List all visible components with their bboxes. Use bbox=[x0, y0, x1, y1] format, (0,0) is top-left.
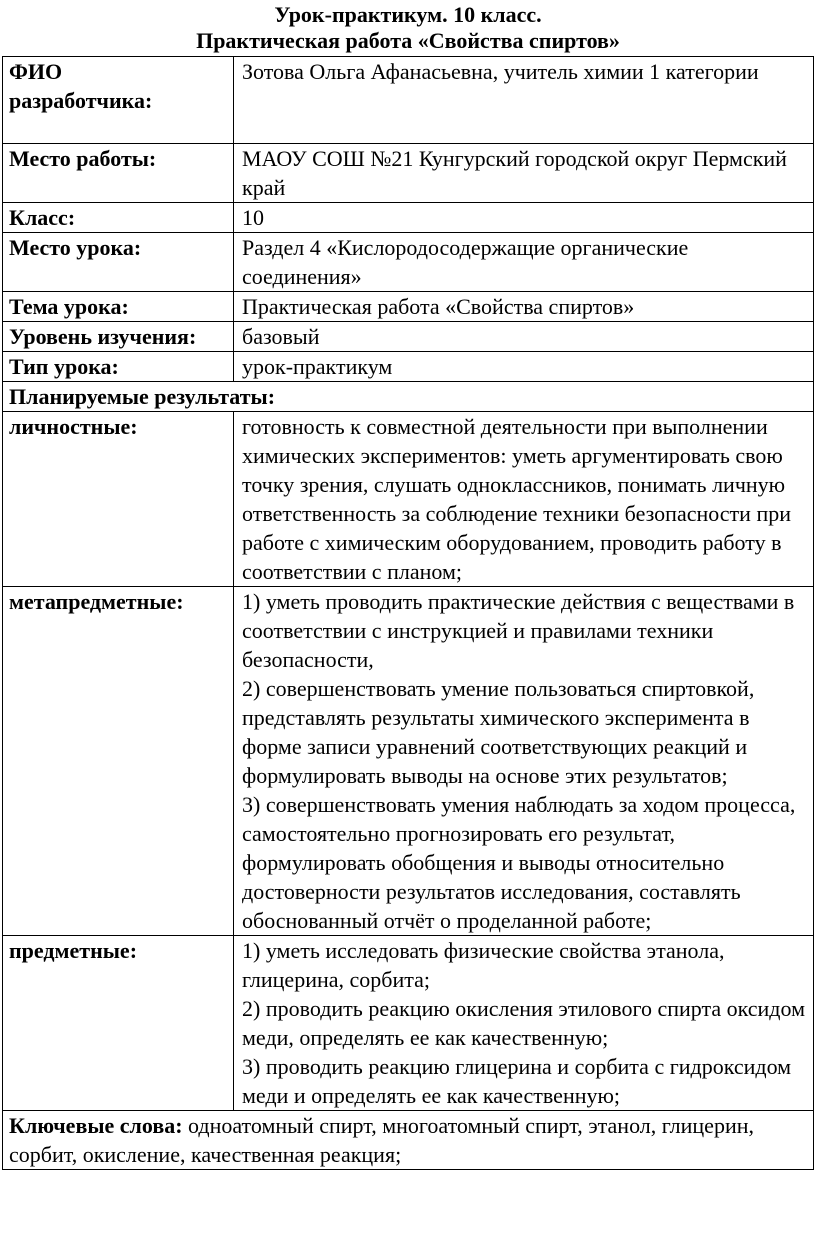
developer-label bbox=[3, 57, 234, 144]
table-row bbox=[3, 203, 814, 233]
document-title: Урок-практикум. 10 класс. bbox=[274, 2, 542, 27]
workplace-value: МАОУ СОШ №21 Кунгурский городской округ Пермский край bbox=[234, 144, 814, 203]
grade-label: Класс: bbox=[3, 203, 234, 233]
meta-result-item: 1) уметь проводить практические действия с веществами в соответствии с инструкцией и правилами техники безопасности, bbox=[242, 589, 795, 672]
subject-results-label: предметные: bbox=[3, 936, 234, 1111]
personal-results-label: личностные: bbox=[3, 412, 234, 587]
subject-results-value bbox=[234, 936, 814, 1111]
table-row bbox=[3, 144, 814, 203]
grade-value: 10 bbox=[234, 203, 814, 233]
developer-value: Зотова Ольга Афанасьевна, учитель химии 1 категории bbox=[234, 57, 814, 144]
document-subtitle: Практическая работа «Свойства спиртов» bbox=[196, 28, 620, 53]
table-row bbox=[3, 352, 814, 382]
table-row bbox=[3, 322, 814, 352]
keywords-label: Ключевые слова: bbox=[9, 1113, 183, 1138]
level-label: Уровень изучения: bbox=[3, 322, 234, 352]
lesson-type-value: урок-практикум bbox=[234, 352, 814, 382]
workplace-label: Место работы: bbox=[3, 144, 234, 203]
subject-result-item: 3) проводить реакцию глицерина и сорбита с гидроксидом меди и определять ее как качественную; bbox=[242, 1054, 792, 1108]
table-row bbox=[3, 587, 814, 936]
table-row bbox=[3, 382, 814, 412]
meta-result-item: 2) совершенствовать умение пользоваться спиртовкой, представлять результаты химического эксперимента в форме записи уравнений соответствующих реакций и формулировать выводы на основе этих результатов; bbox=[242, 676, 755, 788]
meta-result-item: 3) совершенствовать умения наблюдать за ходом процесса, самостоятельно прогнозировать его результат, формулировать обобщения и выводы относительно достоверности результатов исследования, составлять обоснованный отчёт о проделанной работе; bbox=[242, 792, 796, 933]
table-row bbox=[3, 233, 814, 292]
personal-results-value: готовность к совместной деятельности при выполнении химических экспериментов: уметь аргументировать свою точку зрения, слушать одноклассников, понимать личную ответственность за соблюдение техники безопасности при работе с химическим оборудованием, проводить работу в соответствии с планом; bbox=[234, 412, 814, 587]
keywords-cell bbox=[3, 1111, 814, 1170]
table-row bbox=[3, 57, 814, 144]
meta-results-value bbox=[234, 587, 814, 936]
lesson-type-label: Тип урока: bbox=[3, 352, 234, 382]
developer-label-line2: разработчика: bbox=[9, 88, 153, 113]
table-row bbox=[3, 292, 814, 322]
level-value: базовый bbox=[234, 322, 814, 352]
subject-result-item: 2) проводить реакцию окисления этилового спирта оксидом меди, определять ее как качественную; bbox=[242, 996, 805, 1050]
table-row bbox=[3, 936, 814, 1111]
planned-results-heading: Планируемые результаты: bbox=[3, 382, 814, 412]
topic-value: Практическая работа «Свойства спиртов» bbox=[234, 292, 814, 322]
lesson-info-table bbox=[2, 56, 814, 1170]
subject-result-item: 1) уметь исследовать физические свойства этанола, глицерина, сорбита; bbox=[242, 938, 725, 992]
developer-label-line1: ФИО bbox=[9, 59, 63, 84]
keywords-value: одноатомный спирт, многоатомный спирт, этанол, глицерин, сорбит, окисление, качественная реакция; bbox=[9, 1113, 754, 1167]
meta-results-label: метапредметные: bbox=[3, 587, 234, 936]
table-row bbox=[3, 1111, 814, 1170]
table-row bbox=[3, 412, 814, 587]
lesson-place-label: Место урока: bbox=[3, 233, 234, 292]
lesson-place-value: Раздел 4 «Кислородосодержащие органические соединения» bbox=[234, 233, 814, 292]
topic-label: Тема урока: bbox=[3, 292, 234, 322]
